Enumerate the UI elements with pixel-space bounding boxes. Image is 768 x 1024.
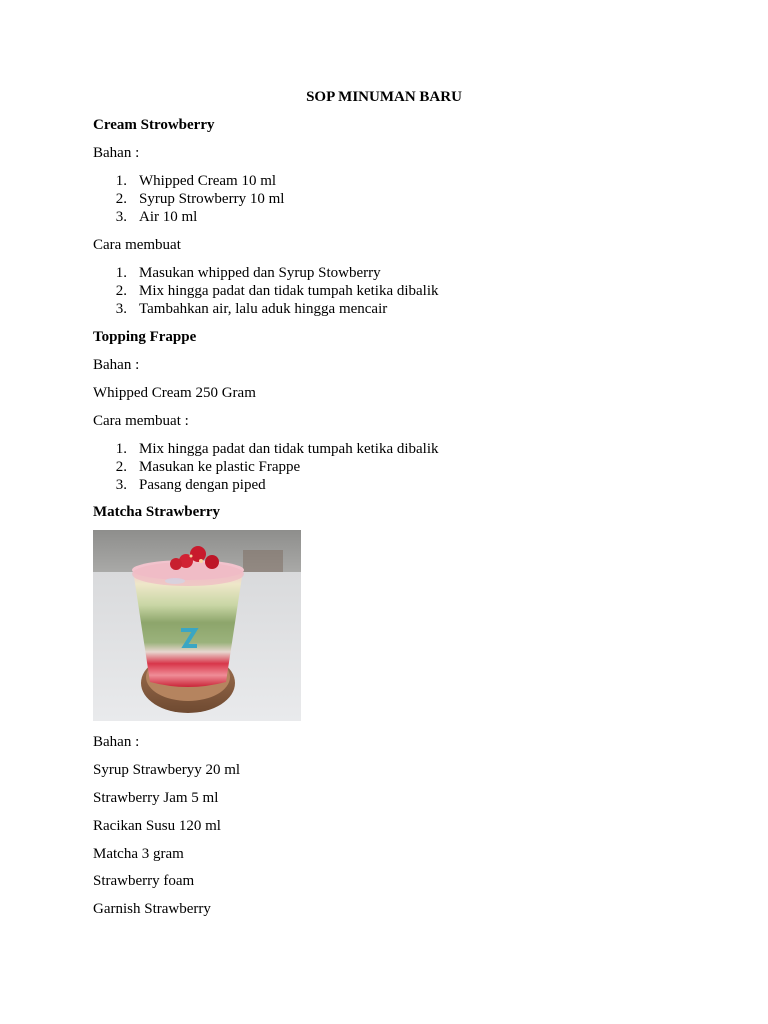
section-heading-topping-frappe: Topping Frappe (93, 329, 197, 345)
section-heading-cream-strowberry: Cream Strowberry (93, 117, 215, 133)
cara-membuat-label: Cara membuat : (93, 413, 189, 429)
bahan-text: Whipped Cream 250 Gram (93, 385, 256, 401)
bahan-label: Bahan : (93, 145, 140, 161)
list-number: 2. (115, 191, 127, 207)
bahan-line: Strawberry foam (93, 873, 195, 889)
bahan-label: Bahan : (93, 357, 140, 373)
bahan-line: Syrup Strawberyy 20 ml (93, 762, 241, 778)
list-item: Mix hingga padat dan tidak tumpah ketika dibalik (139, 283, 439, 299)
list-item: Mix hingga padat dan tidak tumpah ketika dibalik (139, 441, 439, 457)
bahan-line: Racikan Susu 120 ml (93, 818, 221, 834)
bahan-label: Bahan : (93, 734, 140, 750)
bahan-line: Matcha 3 gram (93, 846, 184, 862)
section-heading-matcha-strawberry: Matcha Strawberry (93, 504, 221, 520)
list-item: Masukan whipped dan Syrup Stowberry (139, 265, 381, 281)
list-number: 1. (115, 173, 127, 189)
list-item: Masukan ke plastic Frappe (139, 459, 301, 475)
bahan-line: Strawberry Jam 5 ml (93, 790, 219, 806)
list-number: 1. (115, 265, 127, 281)
list-item: Air 10 ml (139, 209, 198, 225)
list-number: 3. (115, 209, 127, 225)
list-number: 3. (115, 477, 127, 493)
cara-membuat-label: Cara membuat (93, 237, 181, 253)
list-number: 1. (115, 441, 127, 457)
list-item: Whipped Cream 10 ml (139, 173, 277, 189)
list-number: 2. (115, 283, 127, 299)
list-item: Syrup Strowberry 10 ml (139, 191, 285, 207)
list-number: 2. (115, 459, 127, 475)
list-item: Pasang dengan piped (139, 477, 266, 493)
matcha-strawberry-photo (93, 530, 301, 721)
list-item: Tambahkan air, lalu aduk hingga mencair (139, 301, 388, 317)
document-title: SOP MINUMAN BARU (306, 89, 462, 105)
list-number: 3. (115, 301, 127, 317)
bahan-line: Garnish Strawberry (93, 901, 211, 917)
